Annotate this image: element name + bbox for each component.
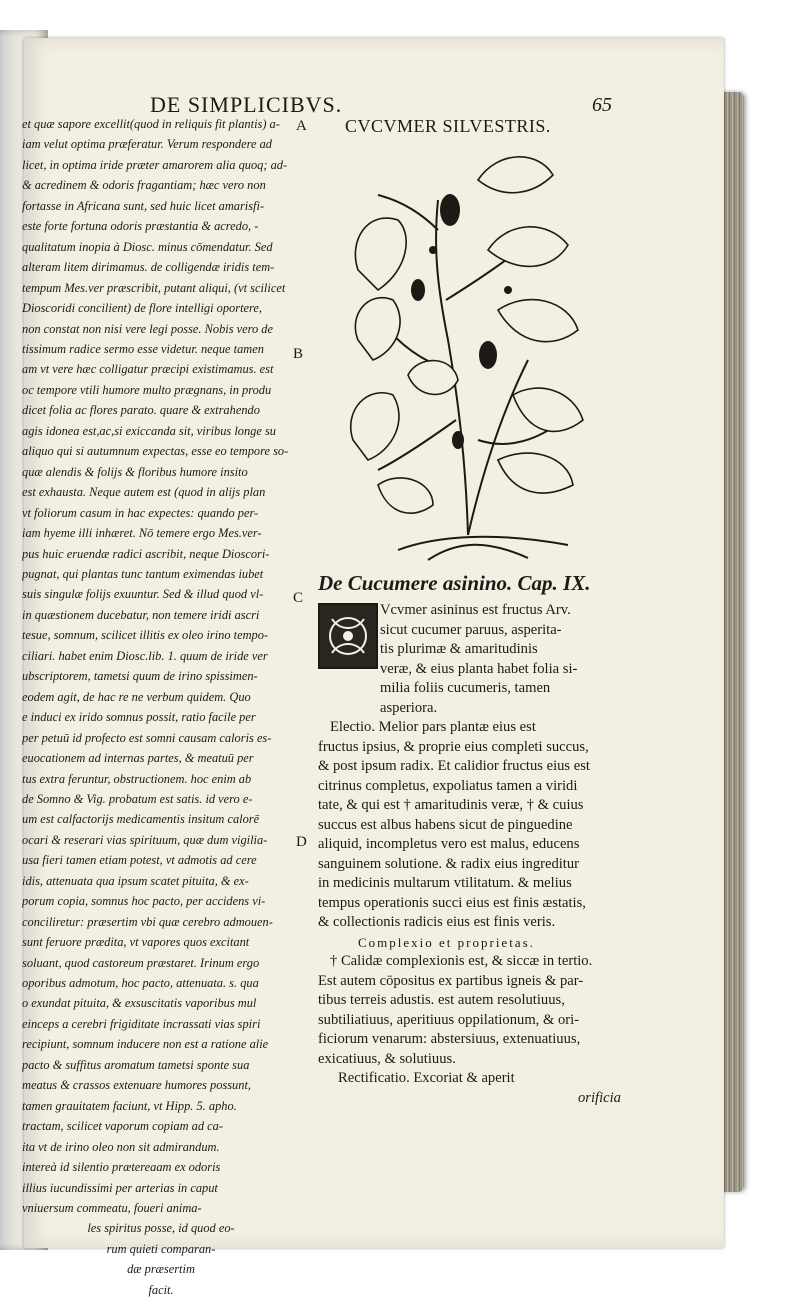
left-column-line: dicet folia ac flores parato. quare & extrahendo [22, 403, 260, 418]
chapter-heading: De Cucumere asinino. Cap. IX. [318, 571, 591, 595]
left-column-line: um est calfactorijs medicamentis insitum calorē [22, 812, 260, 827]
body-text-line: milia foliis cucumeris, tamen [380, 680, 551, 696]
left-column-line: rum quieti comparan- [106, 1241, 216, 1256]
left-column-line: suis singulæ folijs exuuntur. Sed & illud quod vl- [22, 587, 264, 602]
left-column-line: non constat non nisi vere legi posse. Nobis vero de [22, 321, 273, 336]
left-column-line: ciliari. habet enim Diosc.lib. 1. quum de iride ver [22, 648, 268, 663]
body-text-line: succus est albus habens sicut de pinguedine [318, 816, 573, 833]
left-column-line: fortasse in Africana sunt, sed huic licet amarisfi- [22, 198, 265, 213]
left-column-line: usa fieri tamen etiam potest, vt admotis ad cere [22, 853, 257, 868]
left-column-line: sunt feruore prædita, vt vapores quos excitant [22, 935, 250, 950]
body-text-line: aliquid, incompletus vero est malus, educens [318, 836, 580, 852]
left-column-line: illius iucundissimi per arterias in caput [22, 1180, 218, 1195]
left-column-line: dæ præsertim [127, 1262, 195, 1277]
left-column-line: soluant, quod castoreum præstaret. Irinum ergo [22, 955, 260, 970]
body-text-line: Electio. Melior pars plantæ eius est [330, 719, 536, 735]
left-column-line: tempum Mes.ver præscribit, putant aliqui, (vt scilicet [22, 280, 286, 295]
left-column-line: de Somno & Vig. probatum est satis. id vero e- [22, 791, 253, 806]
body-text-line: sicut cucumer paruus, asperita- [380, 621, 562, 638]
left-column-line: les spiritus posse, id quod eo- [87, 1221, 235, 1236]
body-text-line: Est autem cōpositus ex partibus igneis & par- [318, 972, 584, 989]
left-column-line: aliquo qui si autumnum expectas, esse eo tempore so- [22, 444, 289, 459]
body-text-line: fructus ipsius, & proprie eius completi succus, [318, 738, 589, 755]
body-text-line: sanguinem solutione. & radix eius ingreditur [318, 855, 580, 872]
left-column-line: idis, attenuata qua ipsum scatet pituita, & ex- [22, 873, 249, 888]
left-column-line: ita vt de irino oleo non sit admirandum. [22, 1139, 220, 1154]
left-column-line: iam hyeme illi inhæret. Nō temere ergo Mes.ver- [22, 526, 262, 541]
body-text-line: subtiliatiuus, aperitiuus oppilationum, & ori- [318, 1011, 580, 1028]
left-column-line: tractam, scilicet vaporum copiam ad ca- [22, 1119, 223, 1134]
left-column-line: am vt vere hæc colligatur præcipi existimamus. est [22, 362, 274, 377]
body-text-line: tempus operationis succi eius est finis æstatis, [318, 894, 586, 911]
left-column-line: e induci ex irido somnus possit, ratio facile per [22, 710, 256, 725]
left-column-line: facit. [148, 1282, 174, 1297]
left-column-line: conciliretur: præsertim vbi quæ cerebro admouen- [22, 914, 273, 929]
left-column-line: licet, in optima iride præter amarorem alia quoq; ad- [22, 157, 288, 172]
body-text-line: orificia [578, 1089, 621, 1106]
body-text-line: † Calidæ complexionis est, & siccæ in tertio. [330, 953, 593, 969]
left-column-line: recipiunt, somnum inducere non est a ratione alie [22, 1037, 269, 1052]
left-column-line: meatus & crassos extenuare humores possunt, [22, 1078, 251, 1093]
left-column-line: o exundat pituita, & exsuscitatis vaporibus mul [22, 996, 257, 1011]
left-column-line: Dioscoridi concilient) de flore intelligi oportere, [22, 301, 262, 316]
left-column-line: eodem agit, de hac re ne verbum quidem. Quo [22, 689, 251, 704]
left-column-line: pacto & suffitus aromatum tametsi sponte sua [22, 1057, 250, 1072]
left-column-line: oporibus admotum, hoc pacto, attenuata. s. qua [22, 976, 259, 991]
body-text-line: exicatiuus, & solutiuus. [318, 1050, 456, 1067]
left-column-line: iam velut optima præferatur. Verum respondere ad [22, 137, 272, 152]
left-column-line: pugnat, qui plantas tunc tantum eximendas iubet [22, 566, 264, 581]
body-text-line: asperiora. [380, 699, 438, 716]
left-column-line: ubscriptorem, tametsi quum de irino spissimen- [22, 669, 258, 684]
plant-title: CVCVMER SILVESTRIS. [345, 116, 551, 136]
body-text-line: Complexio et proprietas. [358, 934, 535, 950]
left-column-line: & acredinem & odoris fragantiam; hæc vero non [22, 178, 266, 193]
left-column-line: qualitatum inopia à Diosc. minus cōmendatur. Sed [22, 239, 273, 254]
left-column-line: in quæstionem ducebatur, non temere iridi ascri [22, 607, 260, 622]
left-column-line: intereà id silentio prætereaam ex odoris [22, 1160, 221, 1175]
cucumber-woodcut-illustration [338, 140, 593, 570]
left-column-line: einceps a cerebri frigiditate incrassati vias spiri [22, 1016, 261, 1031]
body-text-line: veræ, & eius planta habet folia si- [380, 660, 578, 677]
margin-letter-c: C [293, 590, 304, 606]
left-column-line: tamen grauitatem faciunt, vt Hipp. 5. apho. [22, 1098, 237, 1113]
left-column-line: et quæ sapore excellit(quod in reliquis fit plantis) a- [22, 117, 280, 131]
left-column-line: per petuū id profecto est somni causam caloris es- [22, 730, 272, 745]
body-text-line: & collectionis radicis eius est finis veris. [318, 914, 556, 930]
page-number: 65 [592, 94, 612, 116]
body-text-line: tate, & qui est † amaritudinis veræ, † & cuius [318, 797, 584, 813]
left-column-line: tus extra feruntur, obstructionem. hoc enim ab [22, 771, 252, 786]
left-text-column [22, 114, 300, 1300]
body-text-line: in medicinis multarum vtilitatum. & melius [318, 875, 572, 891]
margin-letter-b: B [293, 346, 304, 362]
body-text-line: Vcvmer asininus est fructus Arv. [380, 602, 571, 618]
margin-letter-d: D [296, 834, 307, 850]
margin-letter-a: A [296, 118, 307, 134]
body-text-line: tis plurimæ & amaritudinis [380, 641, 538, 657]
main-text-column [318, 601, 713, 1108]
left-column-line: este forte fortuna odoris præstantia & acredo, - [22, 219, 259, 234]
left-column-line: vt foliorum casum in hac expectes: quando per- [22, 505, 259, 520]
left-column-line: pus huic eruendæ radici ascribit, neque Dioscori- [22, 546, 270, 561]
left-column-line: oc tempore vtili humore multo prægnans, in produ [22, 382, 272, 397]
left-column-line: ocari & reserari vias spirituum, quæ dum vigilia- [22, 832, 268, 847]
left-column-line: vniuersum commeatu, foueri anima- [22, 1201, 202, 1216]
left-column-line: tesue, somnum, scilicet illitis ex oleo irino tempo- [22, 628, 269, 643]
left-column-line: porum copia, somnus hoc pacto, per accidens vi- [22, 894, 266, 909]
body-text-line: citrinus completus, expoliatus tamen a viridi [318, 777, 578, 794]
body-text-line: & post ipsum radix. Et calidior fructus eius est [318, 758, 590, 774]
left-column-line: est exhausta. Neque autem est (quod in alijs plan [22, 485, 266, 500]
left-column-line: tissimum radice sermo esse videtur. neque tamen [22, 341, 264, 356]
left-column-line: euocationem ad internas partes, & meatuū per [22, 751, 254, 766]
body-text-line: ficiorum venarum: abstersiuus, extenuatiuus, [318, 1031, 581, 1047]
running-header: DE SIMPLICIBVS. [150, 92, 343, 117]
body-text-line: tibus terreis adustis. est autem resolutiuus, [318, 992, 565, 1008]
left-column-line: agis idonea est,ac,si exiccanda sit, viribus longe su [22, 423, 276, 438]
left-column-line: alteram litem dirimamus. de colligendæ iridis tem- [22, 260, 275, 275]
left-column-line: quæ alendis & folijs & floribus humore insito [22, 464, 248, 479]
body-text-line: Rectificatio. Excoriat & aperit [338, 1070, 515, 1086]
